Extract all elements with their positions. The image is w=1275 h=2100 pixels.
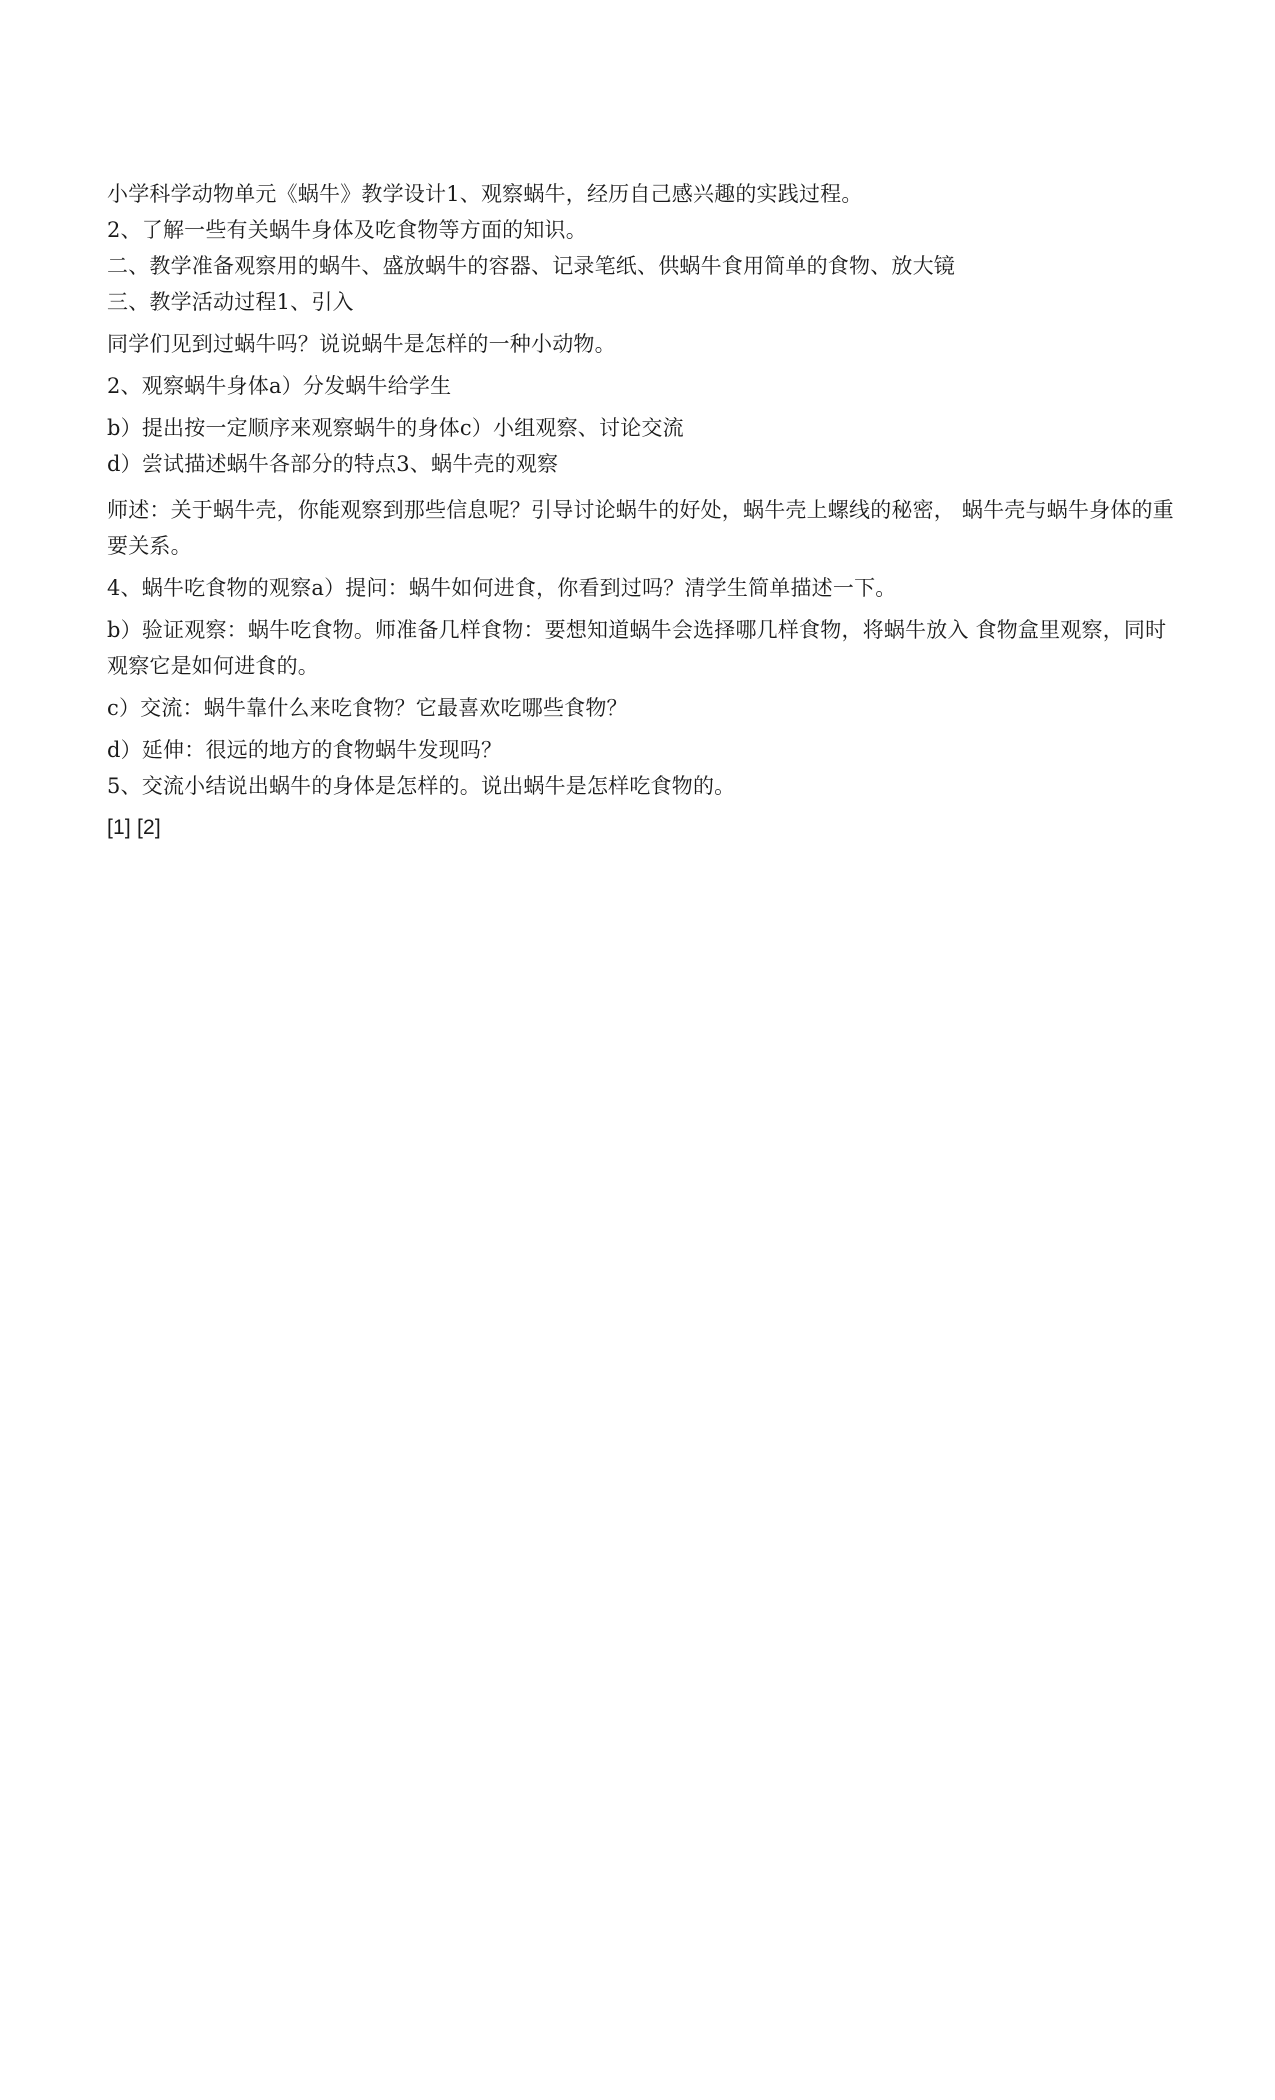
paragraph-describe-parts: d）尝试描述蜗牛各部分的特点3、蜗牛壳的观察: [107, 452, 559, 476]
paragraph-title-objective-1: 小学科学动物单元《蜗牛》教学设计1、观察蜗牛，经历自己感兴趣的实践过程。: [107, 182, 863, 206]
paragraph-eating-observation: 4、蜗牛吃食物的观察a）提问：蜗牛如何进食，你看到过吗？清学生简单描述一下。: [107, 576, 897, 600]
paragraph-extension: d）延伸：很远的地方的食物蜗牛发现吗？: [107, 738, 503, 762]
paragraph-question: 同学们见到过蜗牛吗？说说蜗牛是怎样的一种小动物。: [107, 332, 616, 356]
paragraph-verify-observation: b）验证观察：蜗牛吃食物。师准备几样食物：要想知道蜗牛会选择哪几样食物，将蜗牛放入 食物盒里观察，同时观察它是如何进食的。: [107, 618, 1167, 678]
page-link-2[interactable]: [2]: [137, 816, 161, 839]
pagination: [107, 810, 1177, 846]
paragraph-summary: 5、交流小结说出蜗牛的身体是怎样的。说出蜗牛是怎样吃食物的。: [107, 774, 736, 798]
paragraph-objective-2: 2、了解一些有关蜗牛身体及吃食物等方面的知识。: [107, 218, 587, 242]
document-body: [107, 176, 1177, 846]
paragraph-process-intro: 三、教学活动过程1、引入: [107, 290, 354, 314]
paragraph-discussion: c）交流：蜗牛靠什么来吃食物？它最喜欢吃哪些食物？: [107, 696, 628, 720]
paragraph-preparation: 二、教学准备观察用的蜗牛、盛放蜗牛的容器、记录笔纸、供蜗牛食用简单的食物、放大镜: [107, 254, 955, 278]
paragraph-teacher-narration: 师述：关于蜗牛壳，你能观察到那些信息呢？引导讨论蜗牛的好处，蜗牛壳上螺线的秘密， 蜗牛壳与蜗牛身体的重要关系。: [107, 498, 1174, 558]
paragraph-observe-body: 2、观察蜗牛身体a）分发蜗牛给学生: [107, 374, 452, 398]
page-link-1[interactable]: [1]: [107, 816, 131, 839]
paragraph-observe-order: b）提出按一定顺序来观察蜗牛的身体c）小组观察、讨论交流: [107, 416, 684, 440]
